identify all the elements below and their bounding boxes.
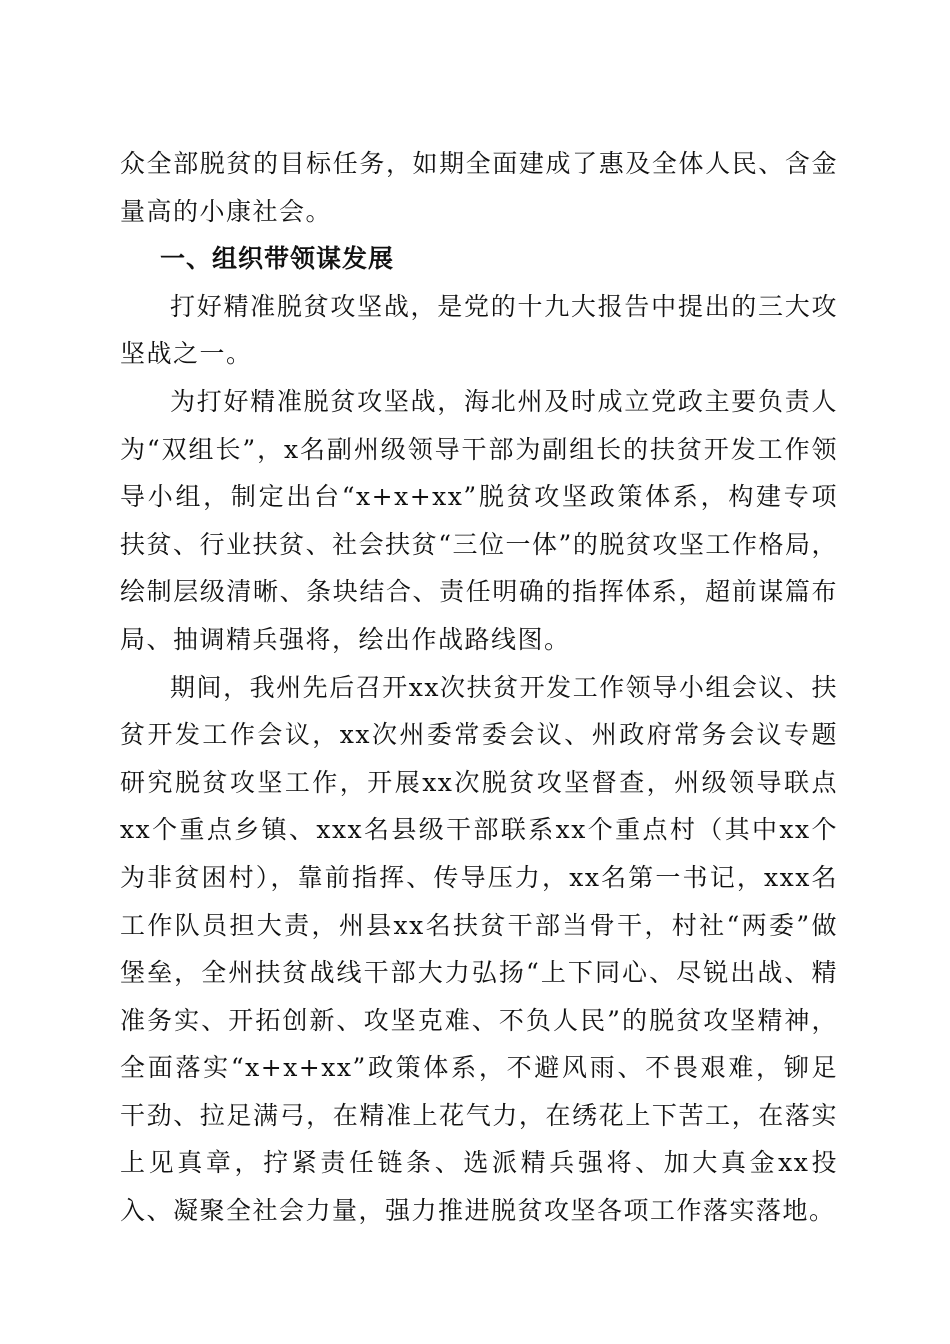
paragraph: 期间，我州先后召开xx次扶贫开发工作领导小组会议、扶贫开发工作会议，xx次州委常委会议、州政府常务会议专题研究脱贫攻坚工作，开展xx次脱贫攻坚督查，州级领导联点xx个重点乡镇、xxx名县级干部联系xx个重点村（其中xx个为非贫困村），靠前指挥、传导压力，xx名第一书记，xxx名工作队员担大责，州县xx名扶贫干部当骨干，村社“两委”做堡垒，全州扶贫战线干部大力弘扬“上下同心、尽锐出战、精准务实、开拓创新、攻坚克难、不负人民”的脱贫攻坚精神，全面落实“x+x+xx”政策体系，不避风雨、不畏艰难，铆足干劲、拉足满弓，在精准上花气力，在绣花上下苦工，在落实上见真章，拧紧责任链条、选派精兵强将、加大真金xx投入、凝聚全社会力量，强力推进脱贫攻坚各项工作落实落地。 bbox=[120, 672, 838, 1226]
document-body bbox=[120, 140, 838, 1235]
paragraph: 为打好精准脱贫攻坚战，海北州及时成立党政主要负责人为“双组长”，x名副州级领导干部为副组长的扶贫开发工作领导小组，制定出台“x+x+xx”脱贫攻坚政策体系，构建专项扶贫、行业扶贫、社会扶贫“三位一体”的脱贫攻坚工作格局，绘制层级清晰、条块结合、责任明确的指挥体系，超前谋篇布局、抽调精兵强将，绘出作战路线图。 bbox=[120, 386, 838, 654]
paragraph: 打好精准脱贫攻坚战，是党的十九大报告中提出的三大攻坚战之一。 bbox=[120, 291, 838, 369]
section-heading: 一、组织带领谋发展 bbox=[160, 244, 395, 274]
paragraph-continuation: 众全部脱贫的目标任务，如期全面建成了惠及全体人民、含金量高的小康社会。 bbox=[120, 149, 838, 226]
